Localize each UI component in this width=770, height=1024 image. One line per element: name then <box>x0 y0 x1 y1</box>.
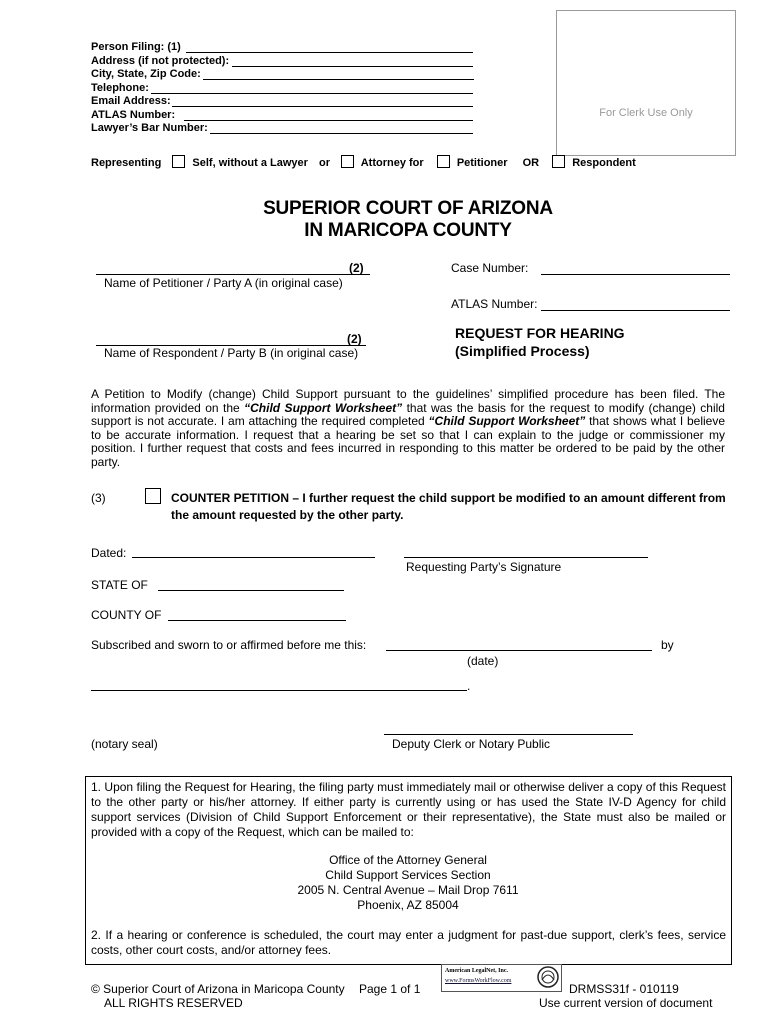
respondent-footnote: (2) <box>347 332 362 346</box>
atlas-label: ATLAS Number: <box>91 109 176 121</box>
representing-label: Representing <box>91 157 162 169</box>
signature-line[interactable] <box>404 557 648 558</box>
ag-address-line2: Child Support Services Section <box>325 868 491 882</box>
footer-rights: ALL RIGHTS RESERVED <box>104 996 243 1010</box>
doc-title-line2: (Simplified Process) <box>455 343 590 359</box>
atlas-line[interactable] <box>184 120 473 121</box>
court-title-line2: IN MARICOPA COUNTY <box>304 220 512 241</box>
counter-petition-text: COUNTER PETITION – I further request the child support be modified to an amount different from the amount requested by the other party. <box>171 491 726 522</box>
bar-label: Lawyer’s Bar Number: <box>91 122 208 134</box>
by-name-line[interactable] <box>91 690 467 691</box>
city-label: City, State, Zip Code: <box>91 68 201 80</box>
period: . <box>467 679 471 693</box>
petitioner-name-line[interactable] <box>96 274 370 275</box>
telephone-line[interactable] <box>151 93 473 94</box>
by-label: by <box>661 638 674 652</box>
sworn-date-line[interactable] <box>386 650 652 651</box>
body-paragraph <box>91 388 725 469</box>
note-1: 1. Upon filing the Request for Hearing, the filing party must immediately mail or otherwise deliver a copy of this Request to the other party or his/her attorney. If either party is currently using or has used the State IV-D Agency for child support services (Division of Child Support Enforcement or their representative), the State must also be mailed or provided with a copy of the Request, which can be mailed to: <box>91 780 726 839</box>
footer-copyright: © Superior Court of Arizona in Maricopa County <box>91 982 345 996</box>
attorney-label: Attorney for <box>360 157 424 169</box>
doc-title-line1: REQUEST FOR HEARING <box>455 325 625 341</box>
respondent-label: Respondent <box>572 157 636 169</box>
body-text-1: A Petition to Modify (change) Child Support pursuant to the guidelines’ simplified procedure has been filed. The information provided on the <box>91 387 725 415</box>
respondent-label: Name of Respondent / Party B (in original case) <box>104 346 359 360</box>
note-2: 2. If a hearing or conference is scheduled, the court may enter a judgment for past-due support, clerk’s fees, service costs, other court costs, and/or attorney fees. <box>91 928 726 957</box>
ag-address-line1: Office of the Attorney General <box>329 853 487 867</box>
petitioner-label: Petitioner <box>456 157 508 169</box>
email-label: Email Address: <box>91 95 171 107</box>
self-label: Self, without a Lawyer <box>192 157 308 169</box>
person-filing-line[interactable] <box>186 52 473 53</box>
person-filing-label: Person Filing: (1) <box>91 41 181 53</box>
case-number-label: Case Number: <box>451 261 529 275</box>
legalnet-logo <box>441 964 562 992</box>
ag-address-line4: Phoenix, AZ 85004 <box>357 898 459 912</box>
respondent-checkbox[interactable] <box>552 155 565 168</box>
counter-footnote: (3) <box>91 491 106 505</box>
telephone-label: Telephone: <box>91 82 149 94</box>
logo-company: American LegalNet, Inc. <box>445 968 508 974</box>
body-text-3: that shows what I believe to be accurate information. I request that a hearing be set so that I can explain to the judge or commissioner my position. I further request that costs and fees incurred in responding to this matter be ordered to be paid by the other party. <box>91 414 725 469</box>
self-checkbox[interactable] <box>172 155 185 168</box>
county-line[interactable] <box>168 620 346 621</box>
logo-emblem-icon <box>537 966 559 988</box>
court-title-line1: SUPERIOR COURT OF ARIZONA <box>263 198 553 219</box>
sworn-label: Subscribed and sworn to or affirmed before me this: <box>91 638 367 652</box>
or-label-1: or <box>319 157 331 169</box>
body-text-2: that was the basis for the request to modify (change) child support is not accurate. I am attaching the required completed <box>91 400 725 428</box>
or-label-2: OR <box>522 157 540 169</box>
petitioner-footnote: (2) <box>349 261 364 275</box>
worksheet-ref-1: “Child Support Worksheet” <box>244 400 403 415</box>
atlas-number-line[interactable] <box>541 310 730 311</box>
bar-line[interactable] <box>210 133 473 134</box>
case-number-line[interactable] <box>541 274 730 275</box>
footer-page: Page 1 of 1 <box>359 982 421 996</box>
date-label: (date) <box>467 654 499 668</box>
ag-address-line3: 2005 N. Central Avenue – Mail Drop 7611 <box>297 883 519 897</box>
petitioner-checkbox[interactable] <box>437 155 450 168</box>
logo-url[interactable]: www.FormsWorkFlow.com <box>445 978 512 984</box>
address-label: Address (if not protected): <box>91 55 230 67</box>
notary-seal-label: (notary seal) <box>91 737 158 751</box>
representing-row <box>91 155 640 169</box>
email-line[interactable] <box>172 106 473 107</box>
counter-petition-checkbox[interactable] <box>145 488 161 504</box>
signature-label: Requesting Party’s Signature <box>406 560 562 574</box>
petitioner-label: Name of Petitioner / Party A (in original case) <box>104 276 343 290</box>
clerk-notary-label: Deputy Clerk or Notary Public <box>392 737 551 751</box>
attorney-checkbox[interactable] <box>341 155 354 168</box>
atlas-number-label: ATLAS Number: <box>451 297 538 311</box>
clerk-signature-line[interactable] <box>384 734 633 735</box>
clerk-use-label: For Clerk Use Only <box>599 107 693 119</box>
state-line[interactable] <box>158 590 344 591</box>
dated-line[interactable] <box>132 557 375 558</box>
footer-form-id: DRMSS31f - 010119 <box>569 982 679 996</box>
address-line[interactable] <box>232 66 473 67</box>
county-label: COUNTY OF <box>91 608 162 622</box>
worksheet-ref-2: “Child Support Worksheet” <box>428 414 586 428</box>
city-line[interactable] <box>203 79 474 80</box>
dated-label: Dated: <box>91 546 127 560</box>
state-label: STATE OF <box>91 578 148 592</box>
clerk-use-box <box>556 10 736 156</box>
footer-current-version: Use current version of document <box>539 996 713 1010</box>
